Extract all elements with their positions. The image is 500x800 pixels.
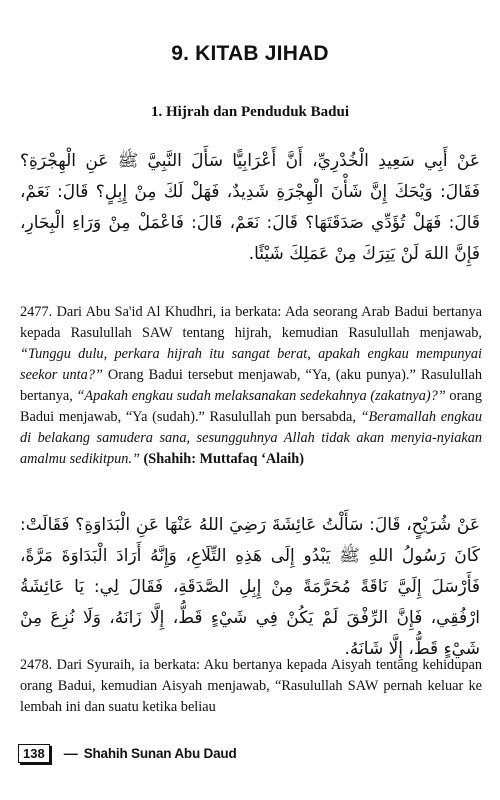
hadith-2477-translation bbox=[20, 302, 482, 470]
book-title: Shahih Sunan Abu Daud bbox=[83, 745, 237, 761]
hadith-grade: (Shahih: Muttafaq ‘Alaih) bbox=[139, 451, 304, 467]
translation-quote: “Beramallah engkau di belakang samudera sana, sesungguhnya Allah tidak akan menyia-nyiakan amalmu sedikitpun.” bbox=[20, 409, 482, 467]
page-number: 138 bbox=[18, 744, 50, 763]
footer-dash: — bbox=[63, 745, 78, 761]
translation-text: orang Badui menjawab, “Ya (sudah).” Rasulullah pun bersabda, bbox=[20, 388, 482, 425]
hadith-2478-translation bbox=[20, 655, 482, 718]
section-title: 1. Hijrah dan Penduduk Badui bbox=[151, 104, 349, 120]
hadith-2477-arabic: عَنْ أَبِي سَعِيدِ الْخُدْرِيِّ، أَنَّ أَعْرَابِيًّا سَأَلَ النَّبِيَّ ﷺ عَنِ الْهِجْرَةِ؟ فَقَالَ: وَيْحَكَ إِنَّ شَأْنَ الْهِجْرَةِ شَدِيدٌ، فَهَلْ لَكَ مِنْ إِبِلٍ؟ قَالَ: نَعَمْ، قَالَ: فَهَلْ تُؤَدِّي صَدَقَتَهَا؟ قَالَ: نَعَمْ، قَالَ: فَاعْمَلْ مِنْ وَرَاءِ الْبِحَارِ، فَإِنَّ اللهَ لَنْ يَتِرَكَ مِنْ عَمَلِكَ شَيْئًا. bbox=[20, 151, 480, 264]
chapter-title: 9. KITAB JIHAD bbox=[171, 42, 329, 65]
page-footer bbox=[18, 741, 237, 765]
translation-text: 2477. Dari Abu Sa'id Al Khudhri, ia berkata: Ada seorang Arab Badui bertanya kepada Rasulullah SAW tentang hijrah, kemudian Rasulullah menjawab, bbox=[20, 304, 482, 341]
hadith-2478-arabic: عَنْ شُرَيْحٍ، قَالَ: سَأَلْتُ عَائِشَةَ رَضِيَ اللهُ عَنْهَا عَنِ الْبَدَاوَةِ؟ فَقَالَتْ: كَانَ رَسُولُ اللهِ ﷺ يَبْدُو إِلَى هَذِهِ التِّلَاعِ، وَإِنَّهُ أَرَادَ الْبَدَاوَةَ مَرَّةً، فَأَرْسَلَ إِلَيَّ نَاقَةً مُحَرَّمَةً مِنْ إِبِلِ الصَّدَقَةِ، فَقَالَ لِي: يَا عَائِشَةُ ارْفُقِي، فَإِنَّ الرِّفْقَ لَمْ يَكُنْ فِي شَيْءٍ قَطُّ، إِلَّا زَانَهُ، وَلَا نُزِعَ مِنْ شَيْءٍ قَطُّ، إِلَّا شَانَهُ. bbox=[20, 515, 480, 659]
translation-quote: “Tunggu dulu, perkara hijrah itu sangat berat, apakah engkau mempunyai seekor unta?” bbox=[20, 346, 482, 383]
translation-text: 2478. Dari Syuraih, ia berkata: Aku bertanya kepada Aisyah tentang kehidupan orang Badui, kemudian Aisyah menjawab, “Rasulullah SAW pernah keluar ke lembah ini dan suatu ketika beliau bbox=[20, 657, 482, 715]
translation-text: Orang Badui tersebut menjawab, “Ya, (aku punya).” Rasulullah bertanya, bbox=[20, 367, 483, 404]
translation-quote: “Apakah engkau sudah melaksanakan sedekahnya (zakatnya)?” bbox=[76, 388, 446, 404]
